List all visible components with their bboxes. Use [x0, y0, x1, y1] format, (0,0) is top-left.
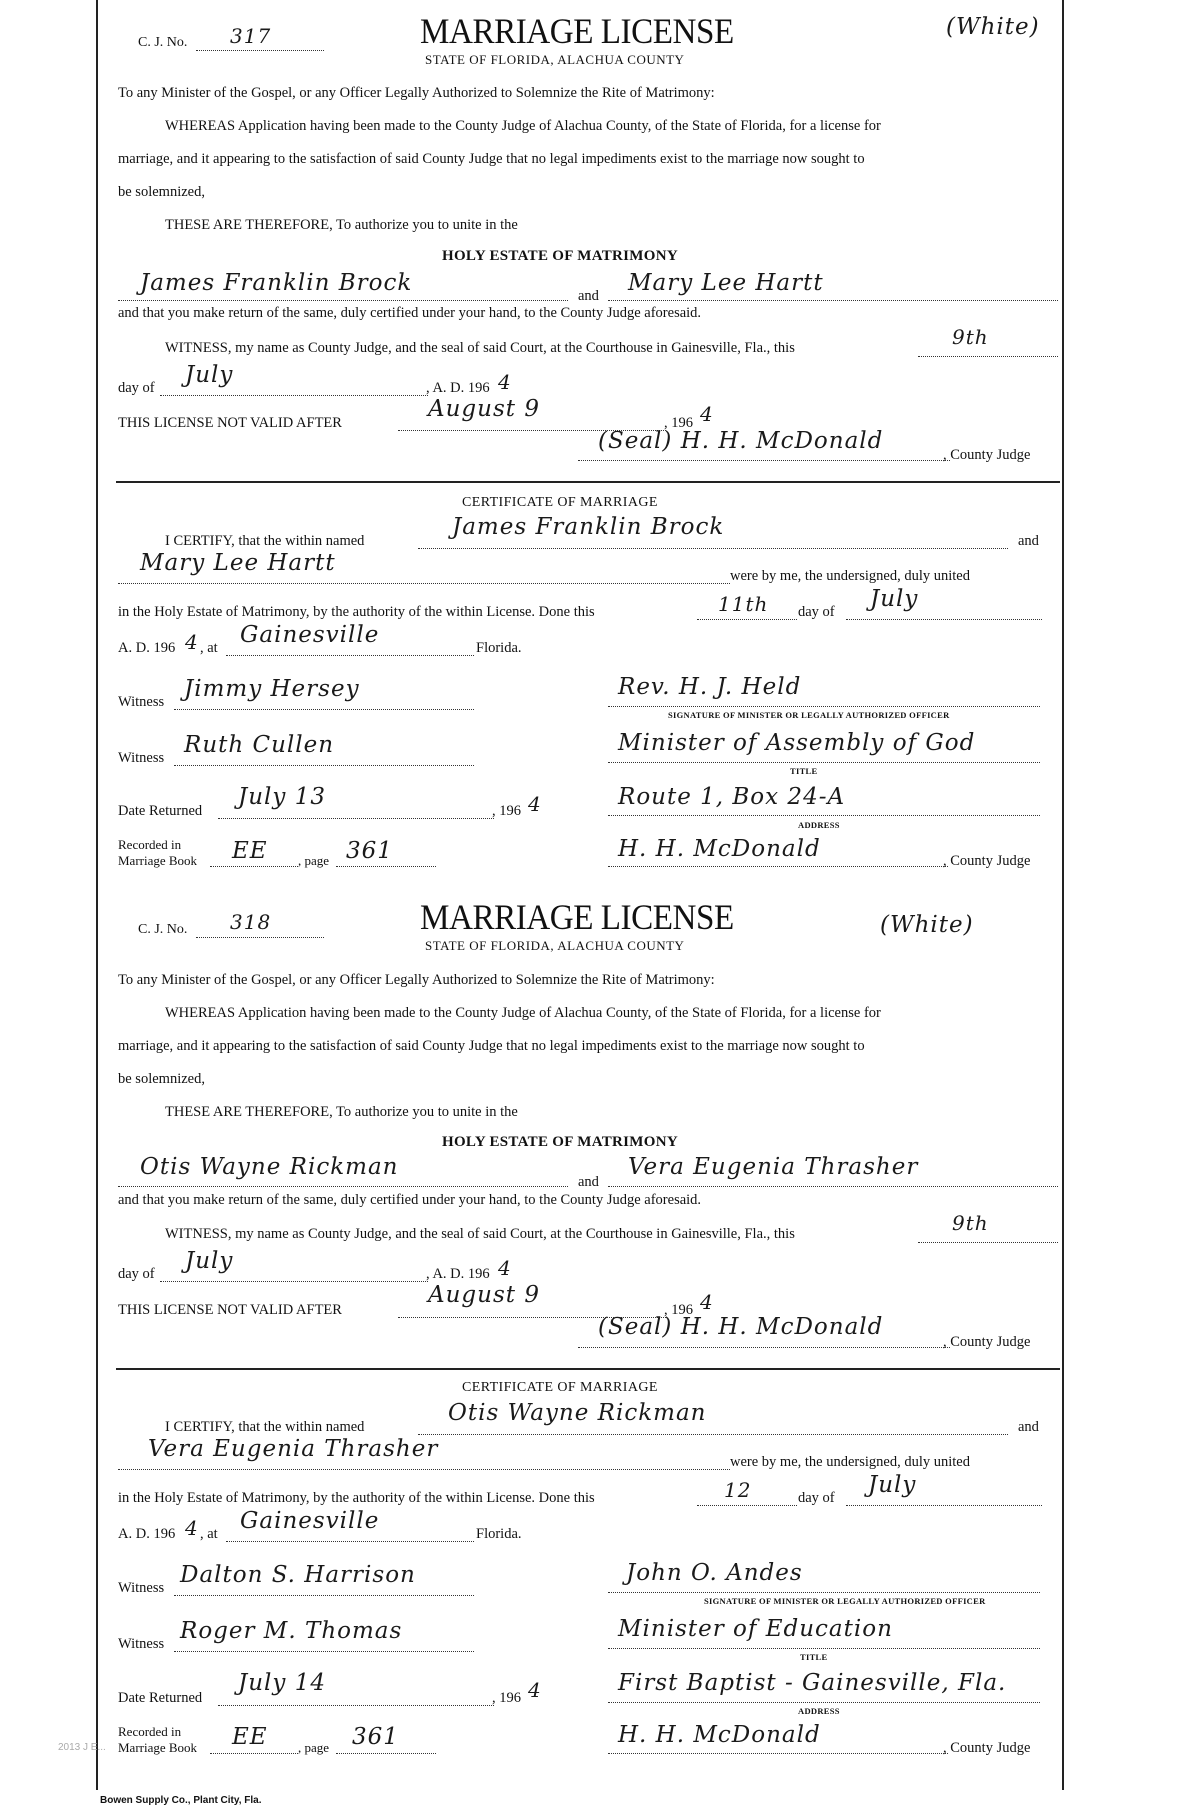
cert-judge-signature: H. H. McDonald: [618, 836, 821, 862]
recorded-label-2: Marriage Book: [118, 1740, 198, 1755]
title-caption: TITLE: [800, 1652, 828, 1662]
book: EE: [232, 1724, 268, 1750]
return-line: and that you make return of the same, duly certified under your hand, to the County Judge aforesaid.: [118, 305, 702, 321]
page-label: , page: [298, 1740, 330, 1755]
not-valid-label: THIS LICENSE NOT VALID AFTER: [118, 1302, 342, 1318]
day-of-label: day of: [118, 1266, 155, 1282]
witness-2: Roger M. Thomas: [180, 1618, 403, 1644]
not-valid-date: August 9: [428, 396, 540, 422]
returned-year-label: , 196: [492, 803, 521, 819]
not-valid-year-digit: 4: [700, 1290, 714, 1314]
witness-line: WITNESS, my name as County Judge, and the seal of said Court, at the Courthouse in Gainesville, Fla., this: [165, 340, 795, 356]
witness-line: WITNESS, my name as County Judge, and the seal of said Court, at the Courthouse in Gainesville, Fla., this: [165, 1226, 795, 1242]
holy-line: in the Holy Estate of Matrimony, by the authority of the within License. Done this: [118, 1490, 595, 1506]
recorded-label-1: Recorded in: [118, 837, 182, 852]
section-divider: [116, 481, 1060, 483]
officer-title: Minister of Education: [618, 1616, 893, 1642]
not-valid-year-label: , 196: [664, 1302, 693, 1318]
cj-label: C. J. No.: [138, 35, 188, 50]
license-subtitle: STATE OF FLORIDA, ALACHUA COUNTY: [425, 938, 685, 953]
at-label: , at: [200, 1526, 218, 1542]
month: July: [185, 362, 234, 388]
officer-signature: John O. Andes: [626, 1560, 803, 1586]
returned-year-label: , 196: [492, 1690, 521, 1706]
page: 361: [352, 1724, 399, 1750]
certify-label: I CERTIFY, that the within named: [165, 1419, 365, 1435]
united-label: were by me, the undersigned, duly united: [730, 568, 970, 584]
cert-judge-suffix: , County Judge: [943, 853, 1031, 869]
whereas-line-2: marriage, and it appearing to the satisfaction of said County Judge that no legal impediments exist to the marriage now sought to: [118, 151, 865, 167]
whereas-line-1: WHEREAS Application having been made to the County Judge of Alachua County, of the State of Florida, for a license for: [165, 1005, 881, 1021]
at-label: , at: [200, 640, 218, 656]
groom-name: James Franklin Brock: [140, 270, 413, 296]
not-valid-label: THIS LICENSE NOT VALID AFTER: [118, 415, 342, 431]
place: Gainesville: [240, 622, 380, 648]
returned-year-digit: 4: [528, 792, 542, 816]
cert-ad-label: A. D. 196: [118, 640, 176, 656]
date-returned-label: Date Returned: [118, 803, 203, 819]
witness-1: Dalton S. Harrison: [180, 1562, 416, 1588]
judge-signature: (Seal) H. H. McDonald: [598, 1314, 884, 1340]
holy-estate-heading: HOLY ESTATE OF MATRIMONY: [442, 1134, 678, 1150]
cert-day-of-label: day of: [798, 604, 835, 620]
witness-label-1: Witness: [118, 1580, 165, 1596]
and-word: and: [578, 288, 599, 304]
bride-name: Mary Lee Hartt: [628, 270, 824, 296]
witness-2: Ruth Cullen: [184, 732, 335, 758]
cert-day-of-label: day of: [798, 1490, 835, 1506]
therefore-line: THESE ARE THEREFORE, To authorize you to unite in the: [165, 217, 518, 233]
date-returned-label: Date Returned: [118, 1690, 203, 1706]
officer-address: Route 1, Box 24-A: [618, 784, 846, 810]
not-valid-year-label: , 196: [664, 415, 693, 431]
address-caption: ADDRESS: [798, 1706, 840, 1716]
officer-title: Minister of Assembly of God: [618, 730, 976, 756]
officer-caption: SIGNATURE OF MINISTER OR LEGALLY AUTHORIZED OFFICER: [704, 1596, 986, 1606]
florida-label: Florida.: [476, 640, 522, 656]
license-title: MARRIAGE LICENSE: [420, 897, 734, 937]
returned-year-digit: 4: [528, 1678, 542, 1702]
year-digit: 4: [498, 370, 512, 394]
certify-label: I CERTIFY, that the within named: [165, 533, 365, 549]
whereas-line-2: marriage, and it appearing to the satisfaction of said County Judge that no legal impediments exist to the marriage now sought to: [118, 1038, 865, 1054]
year-digit: 4: [498, 1256, 512, 1280]
florida-label: Florida.: [476, 1526, 522, 1542]
address-line: To any Minister of the Gospel, or any Officer Legally Authorized to Solemnize the Rite of Matrimony:: [118, 972, 715, 988]
officer-address: First Baptist - Gainesville, Fla.: [618, 1670, 1007, 1696]
month: July: [185, 1248, 234, 1274]
bride-name: Vera Eugenia Thrasher: [628, 1154, 919, 1180]
date-returned: July 13: [238, 784, 326, 810]
ad-label: , A. D. 196: [426, 380, 490, 396]
race-note: (White): [880, 912, 974, 938]
cert-year-digit: 4: [185, 1516, 199, 1540]
done-day: 12: [724, 1478, 752, 1502]
witness-label-1: Witness: [118, 694, 165, 710]
return-line: and that you make return of the same, duly certified under your hand, to the County Judge aforesaid.: [118, 1192, 702, 1208]
not-valid-date: August 9: [428, 1282, 540, 1308]
done-month: July: [870, 586, 919, 612]
judge-signature: (Seal) H. H. McDonald: [598, 428, 884, 454]
section-divider: [116, 1368, 1060, 1370]
witness-day: 9th: [952, 1211, 989, 1235]
whereas-line-3: be solemnized,: [118, 184, 205, 200]
date-returned: July 14: [238, 1670, 326, 1696]
judge-suffix: , County Judge: [943, 1334, 1031, 1350]
title-caption: TITLE: [790, 766, 818, 776]
license-subtitle: STATE OF FLORIDA, ALACHUA COUNTY: [425, 52, 685, 67]
officer-signature: Rev. H. J. Held: [618, 674, 802, 700]
holy-line: in the Holy Estate of Matrimony, by the authority of the within License. Done this: [118, 604, 595, 620]
page: 361: [346, 838, 393, 864]
judge-suffix: , County Judge: [943, 447, 1031, 463]
page-label: , page: [298, 853, 330, 868]
address-caption: ADDRESS: [798, 820, 840, 830]
cert-and-word: and: [1018, 1419, 1039, 1435]
witness-label-2: Witness: [118, 1636, 165, 1652]
witness-day: 9th: [952, 325, 989, 349]
groom-name: Otis Wayne Rickman: [140, 1154, 399, 1180]
whereas-line-1: WHEREAS Application having been made to the County Judge of Alachua County, of the State of Florida, for a license for: [165, 118, 881, 134]
cert-name-2: Mary Lee Hartt: [140, 550, 336, 576]
printer-footer: Bowen Supply Co., Plant City, Fla.: [100, 1795, 262, 1806]
done-month: July: [868, 1472, 917, 1498]
therefore-line: THESE ARE THEREFORE, To authorize you to unite in the: [165, 1104, 518, 1120]
cj-number: 317: [230, 24, 272, 48]
witness-1: Jimmy Hersey: [184, 676, 360, 702]
cert-and-word: and: [1018, 533, 1039, 549]
cert-name-2: Vera Eugenia Thrasher: [148, 1436, 439, 1462]
book: EE: [232, 838, 268, 864]
cj-label: C. J. No.: [138, 922, 188, 937]
place: Gainesville: [240, 1508, 380, 1534]
cert-judge-suffix: , County Judge: [943, 1740, 1031, 1756]
cert-judge-signature: H. H. McDonald: [618, 1722, 821, 1748]
address-line: To any Minister of the Gospel, or any Officer Legally Authorized to Solemnize the Rite of Matrimony:: [118, 85, 715, 101]
witness-label-2: Witness: [118, 750, 165, 766]
cert-name-1: Otis Wayne Rickman: [448, 1400, 707, 1426]
cert-name-1: James Franklin Brock: [452, 514, 725, 540]
not-valid-year-digit: 4: [700, 402, 714, 426]
holy-estate-heading: HOLY ESTATE OF MATRIMONY: [442, 248, 678, 264]
ad-label: , A. D. 196: [426, 1266, 490, 1282]
day-of-label: day of: [118, 380, 155, 396]
watermark: 2013 J E...: [58, 1742, 106, 1753]
cj-number: 318: [230, 910, 272, 934]
united-label: were by me, the undersigned, duly united: [730, 1454, 970, 1470]
recorded-label-1: Recorded in: [118, 1724, 182, 1739]
officer-caption: SIGNATURE OF MINISTER OR LEGALLY AUTHORIZED OFFICER: [668, 710, 950, 720]
whereas-line-3: be solemnized,: [118, 1071, 205, 1087]
certificate-heading: CERTIFICATE OF MARRIAGE: [462, 1380, 658, 1395]
race-note: (White): [946, 14, 1040, 40]
certificate-heading: CERTIFICATE OF MARRIAGE: [462, 495, 658, 510]
recorded-label-2: Marriage Book: [118, 853, 198, 868]
cert-year-digit: 4: [185, 630, 199, 654]
and-word: and: [578, 1174, 599, 1190]
done-day: 11th: [718, 592, 769, 616]
license-title: MARRIAGE LICENSE: [420, 11, 734, 51]
cert-ad-label: A. D. 196: [118, 1526, 176, 1542]
